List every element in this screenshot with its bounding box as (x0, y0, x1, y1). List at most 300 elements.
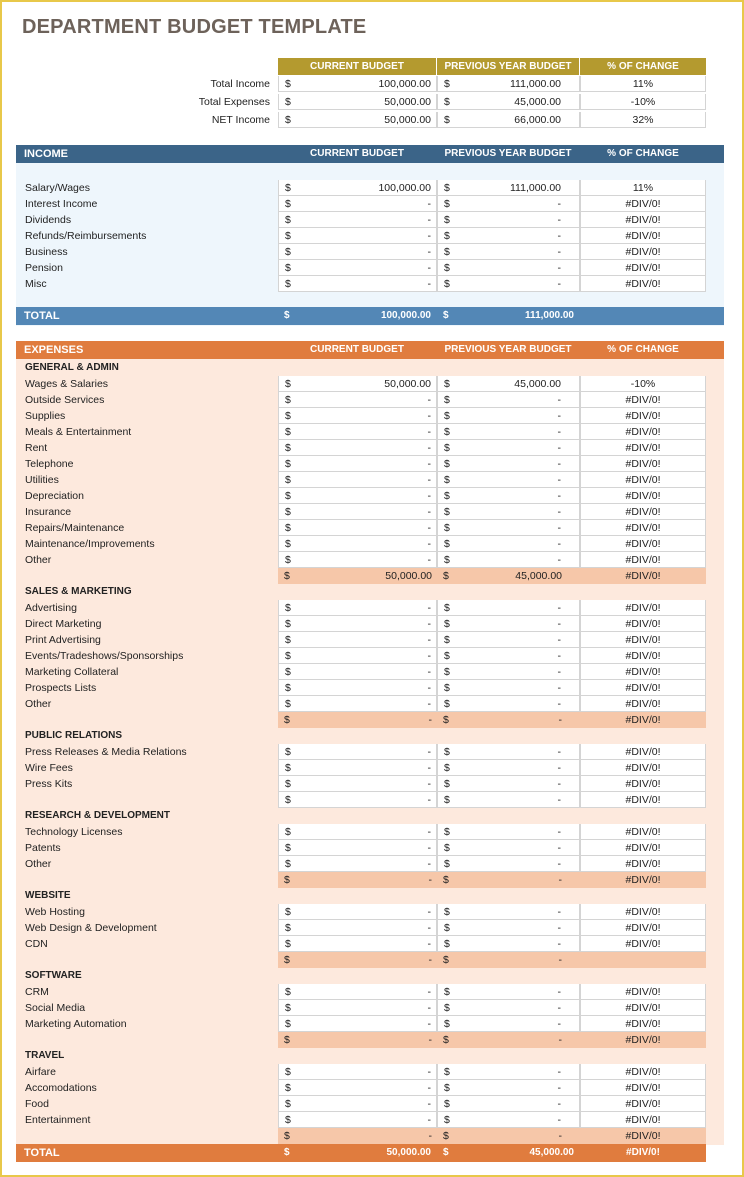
cell-value: #DIV/0! (625, 874, 661, 886)
cell-value: - (427, 522, 431, 534)
previous-budget-cell[interactable] (437, 712, 580, 728)
expense-row (0, 856, 744, 872)
cell-value: - (427, 1018, 431, 1030)
previous-budget-cell[interactable] (437, 696, 580, 712)
currency-symbol: $ (444, 538, 450, 550)
previous-budget-cell[interactable] (437, 664, 580, 680)
cell-value: - (427, 826, 431, 838)
current-budget-cell[interactable] (278, 228, 437, 244)
cell-value: #DIV/0! (625, 458, 661, 470)
currency-symbol: $ (444, 1018, 450, 1030)
currency-symbol: $ (285, 986, 291, 998)
cell-value: - (557, 278, 561, 290)
current-budget-cell[interactable] (278, 920, 437, 936)
cell-value: #DIV/0! (625, 278, 661, 290)
cell-value: - (557, 1114, 561, 1126)
percent-change-cell[interactable] (580, 776, 706, 792)
cell-value: - (557, 1098, 561, 1110)
current-budget-cell[interactable] (278, 456, 437, 472)
current-budget-cell[interactable] (278, 568, 437, 584)
summary-row (0, 112, 744, 128)
current-budget-cell[interactable] (278, 488, 437, 504)
row-label: Maintenance/Improvements (25, 538, 155, 550)
percent-change-cell[interactable] (580, 664, 706, 680)
percent-change-cell[interactable] (580, 228, 706, 244)
percent-change-cell[interactable] (580, 680, 706, 696)
currency-symbol: $ (285, 922, 291, 934)
previous-budget-cell[interactable] (437, 744, 580, 760)
row-label: Accomodations (25, 1082, 97, 1094)
cell-value: - (427, 602, 431, 614)
current-budget-cell[interactable] (278, 112, 437, 128)
currency-symbol: $ (285, 394, 291, 406)
cell-value: -10% (630, 96, 656, 108)
percent-change-cell[interactable] (580, 920, 706, 936)
current-budget-cell[interactable] (278, 424, 437, 440)
previous-budget-cell[interactable] (437, 212, 580, 228)
currency-symbol: $ (444, 906, 450, 918)
percent-change-cell[interactable] (580, 648, 706, 664)
percent-change-cell[interactable] (580, 424, 706, 440)
current-budget-cell[interactable] (278, 1128, 437, 1144)
row-label: Events/Tradeshows/Sponsorships (25, 650, 184, 662)
row-label: Direct Marketing (25, 618, 102, 630)
percent-change-cell[interactable] (580, 1112, 706, 1128)
cell-value: - (557, 682, 561, 694)
current-budget-cell[interactable] (278, 632, 437, 648)
previous-budget-cell[interactable] (437, 196, 580, 212)
percent-change-cell[interactable] (580, 1064, 706, 1080)
currency-symbol: $ (285, 96, 291, 108)
percent-change-cell[interactable] (580, 440, 706, 456)
previous-budget-cell[interactable] (437, 904, 580, 920)
cell-value: #DIV/0! (625, 698, 661, 710)
expense-row (0, 632, 744, 648)
previous-budget-cell[interactable] (437, 568, 580, 584)
expense-row (0, 1000, 744, 1016)
cell-value: - (427, 666, 431, 678)
expenses-total-change: #DIV/0! (626, 1147, 660, 1158)
previous-budget-cell[interactable] (437, 260, 580, 276)
current-budget-cell[interactable] (278, 936, 437, 952)
cell-value: - (427, 922, 431, 934)
percent-change-cell[interactable] (580, 552, 706, 568)
percent-change-cell[interactable] (580, 196, 706, 212)
expense-subtotal-row (0, 872, 744, 888)
current-budget-cell[interactable] (278, 180, 437, 196)
previous-budget-cell[interactable] (437, 840, 580, 856)
previous-budget-cell[interactable] (437, 616, 580, 632)
percent-change-cell[interactable] (580, 456, 706, 472)
previous-budget-cell[interactable] (437, 1000, 580, 1016)
previous-budget-cell[interactable] (437, 1112, 580, 1128)
cell-value: - (558, 714, 562, 726)
current-budget-cell[interactable] (278, 824, 437, 840)
current-budget-cell[interactable] (278, 76, 437, 92)
percent-change-cell[interactable] (580, 392, 706, 408)
previous-budget-cell[interactable] (437, 856, 580, 872)
current-budget-cell[interactable] (278, 408, 437, 424)
current-budget-cell[interactable] (278, 952, 437, 968)
percent-change-cell[interactable] (580, 952, 706, 968)
currency-symbol: $ (285, 906, 291, 918)
previous-budget-cell[interactable] (437, 1064, 580, 1080)
cell-value: - (557, 650, 561, 662)
expense-row (0, 824, 744, 840)
previous-budget-cell[interactable] (437, 228, 580, 244)
percent-change-cell[interactable] (580, 260, 706, 276)
cell-value: #DIV/0! (625, 1082, 661, 1094)
previous-budget-cell[interactable] (437, 824, 580, 840)
percent-change-cell[interactable] (580, 840, 706, 856)
currency-symbol: $ (444, 618, 450, 630)
currency-symbol: $ (443, 714, 449, 726)
income-total-current: 100,000.00 (380, 310, 431, 321)
cell-value: - (427, 746, 431, 758)
cell-value: #DIV/0! (625, 506, 661, 518)
current-budget-cell[interactable] (278, 856, 437, 872)
cell-value: #DIV/0! (625, 230, 661, 242)
row-label: Press Releases & Media Relations (25, 746, 187, 758)
cell-value: #DIV/0! (625, 410, 661, 422)
currency-symbol: $ (285, 746, 291, 758)
previous-budget-cell[interactable] (437, 648, 580, 664)
expenses-section-title: EXPENSES (24, 344, 84, 356)
current-budget-cell[interactable] (278, 1016, 437, 1032)
percent-change-cell[interactable] (580, 792, 706, 808)
percent-change-cell[interactable] (580, 180, 706, 196)
cell-value: #DIV/0! (625, 906, 661, 918)
currency-symbol: $ (444, 522, 450, 534)
expenses-header-change: % OF CHANGE (607, 344, 679, 355)
expense-row (0, 600, 744, 616)
percent-change-cell[interactable] (580, 856, 706, 872)
previous-budget-cell[interactable] (437, 552, 580, 568)
previous-budget-cell[interactable] (437, 1016, 580, 1032)
current-budget-cell[interactable] (278, 520, 437, 536)
current-budget-cell[interactable] (278, 1064, 437, 1080)
current-budget-cell[interactable] (278, 760, 437, 776)
row-label: Marketing Collateral (25, 666, 119, 678)
percent-change-cell[interactable] (580, 1032, 706, 1048)
current-budget-cell[interactable] (278, 1000, 437, 1016)
cell-value: #DIV/0! (625, 650, 661, 662)
previous-budget-cell[interactable] (437, 244, 580, 260)
cell-value: - (427, 1082, 431, 1094)
expense-row (0, 648, 744, 664)
percent-change-cell[interactable] (580, 536, 706, 552)
currency-symbol: $ (285, 474, 291, 486)
percent-change-cell[interactable] (580, 696, 706, 712)
cell-value: 66,000.00 (514, 114, 561, 126)
row-label: Telephone (25, 458, 74, 470)
cell-value: - (427, 634, 431, 646)
currency-symbol: $ (285, 1066, 291, 1078)
previous-budget-cell[interactable] (437, 76, 580, 92)
previous-budget-cell[interactable] (437, 504, 580, 520)
current-budget-cell[interactable] (278, 260, 437, 276)
current-budget-cell[interactable] (278, 472, 437, 488)
previous-budget-cell[interactable] (437, 984, 580, 1000)
row-label: Wages & Salaries (25, 378, 109, 390)
currency-symbol: $ (444, 78, 450, 90)
currency-symbol: $ (285, 778, 291, 790)
expense-row (0, 936, 744, 952)
previous-budget-cell[interactable] (437, 520, 580, 536)
previous-budget-cell[interactable] (437, 776, 580, 792)
cell-value: - (427, 986, 431, 998)
percent-change-cell[interactable] (580, 872, 706, 888)
previous-budget-cell[interactable] (437, 920, 580, 936)
percent-change-cell[interactable] (580, 1128, 706, 1144)
percent-change-cell[interactable] (580, 112, 706, 128)
percent-change-cell[interactable] (580, 244, 706, 260)
row-label: Pension (25, 262, 63, 274)
expense-subtotal-row (0, 1128, 744, 1144)
cell-value: #DIV/0! (625, 842, 661, 854)
percent-change-cell[interactable] (580, 1000, 706, 1016)
cell-value: 45,000.00 (515, 570, 562, 582)
currency-symbol: $ (285, 538, 291, 550)
cell-value: #DIV/0! (625, 602, 661, 614)
cell-value: - (428, 1034, 432, 1046)
currency-symbol: $ (285, 262, 291, 274)
previous-budget-cell[interactable] (437, 872, 580, 888)
current-budget-cell[interactable] (278, 1112, 437, 1128)
currency-symbol: $ (444, 858, 450, 870)
expense-section-title: TRAVEL (25, 1050, 65, 1061)
currency-symbol: $ (285, 458, 291, 470)
percent-change-cell[interactable] (580, 616, 706, 632)
currency-symbol: $ (285, 794, 291, 806)
row-label: Outside Services (25, 394, 105, 406)
currency-symbol: $ (285, 1018, 291, 1030)
current-budget-cell[interactable] (278, 212, 437, 228)
cell-value: #DIV/0! (625, 714, 661, 726)
previous-budget-cell[interactable] (437, 424, 580, 440)
previous-budget-cell[interactable] (437, 536, 580, 552)
cell-value: - (427, 618, 431, 630)
percent-change-cell[interactable] (580, 712, 706, 728)
previous-budget-cell[interactable] (437, 1096, 580, 1112)
previous-budget-cell[interactable] (437, 952, 580, 968)
row-label: Business (25, 246, 68, 258)
previous-budget-cell[interactable] (437, 1128, 580, 1144)
expense-row (0, 552, 744, 568)
previous-budget-cell[interactable] (437, 94, 580, 110)
percent-change-cell[interactable] (580, 744, 706, 760)
cell-value: - (557, 262, 561, 274)
previous-budget-cell[interactable] (437, 792, 580, 808)
cell-value: - (427, 262, 431, 274)
income-total-current-dollar: $ (284, 310, 290, 321)
current-budget-cell[interactable] (278, 616, 437, 632)
expense-row (0, 520, 744, 536)
cell-value: #DIV/0! (625, 522, 661, 534)
current-budget-cell[interactable] (278, 376, 437, 392)
previous-budget-cell[interactable] (437, 180, 580, 196)
previous-budget-cell[interactable] (437, 440, 580, 456)
currency-symbol: $ (285, 602, 291, 614)
percent-change-cell[interactable] (580, 984, 706, 1000)
cell-value: - (557, 986, 561, 998)
cell-value: - (557, 1018, 561, 1030)
income-section-title: INCOME (24, 148, 68, 160)
current-budget-cell[interactable] (278, 984, 437, 1000)
percent-change-cell[interactable] (580, 76, 706, 92)
previous-budget-cell[interactable] (437, 1032, 580, 1048)
page-title: DEPARTMENT BUDGET TEMPLATE (22, 16, 367, 38)
current-budget-cell[interactable] (278, 840, 437, 856)
cell-value: - (557, 458, 561, 470)
current-budget-cell[interactable] (278, 904, 437, 920)
currency-symbol: $ (444, 214, 450, 226)
current-budget-cell[interactable] (278, 792, 437, 808)
cell-value: #DIV/0! (625, 1034, 661, 1046)
cell-value: - (427, 906, 431, 918)
percent-change-cell[interactable] (580, 408, 706, 424)
currency-symbol: $ (444, 114, 450, 126)
percent-change-cell[interactable] (580, 1016, 706, 1032)
percent-change-cell[interactable] (580, 1096, 706, 1112)
percent-change-cell[interactable] (580, 212, 706, 228)
row-label: Repairs/Maintenance (25, 522, 125, 534)
expense-row (0, 376, 744, 392)
cell-value: #DIV/0! (625, 794, 661, 806)
current-budget-cell[interactable] (278, 696, 437, 712)
current-budget-cell[interactable] (278, 1080, 437, 1096)
previous-budget-cell[interactable] (437, 408, 580, 424)
row-label: Web Hosting (25, 906, 85, 918)
percent-change-cell[interactable] (580, 488, 706, 504)
current-budget-cell[interactable] (278, 504, 437, 520)
currency-symbol: $ (285, 198, 291, 210)
row-label: CDN (25, 938, 48, 950)
percent-change-cell[interactable] (580, 760, 706, 776)
current-budget-cell[interactable] (278, 244, 437, 260)
row-label: Web Design & Development (25, 922, 157, 934)
current-budget-cell[interactable] (278, 872, 437, 888)
currency-symbol: $ (284, 954, 290, 966)
current-budget-cell[interactable] (278, 196, 437, 212)
expense-subtotal-row (0, 952, 744, 968)
previous-budget-cell[interactable] (437, 456, 580, 472)
current-budget-cell[interactable] (278, 664, 437, 680)
income-row (0, 228, 744, 244)
current-budget-cell[interactable] (278, 1032, 437, 1048)
expense-section-title: WEBSITE (25, 890, 71, 901)
previous-budget-cell[interactable] (437, 600, 580, 616)
currency-symbol: $ (285, 650, 291, 662)
currency-symbol: $ (285, 78, 291, 90)
cell-value: - (557, 778, 561, 790)
cell-value: #DIV/0! (625, 570, 661, 582)
expense-row (0, 984, 744, 1000)
expenses-header-previous: PREVIOUS YEAR BUDGET (444, 344, 572, 355)
currency-symbol: $ (444, 1066, 450, 1078)
previous-budget-cell[interactable] (437, 488, 580, 504)
previous-budget-cell[interactable] (437, 112, 580, 128)
cell-value: - (427, 938, 431, 950)
currency-symbol: $ (444, 762, 450, 774)
income-total-previous: 111,000.00 (525, 310, 574, 321)
currency-symbol: $ (284, 1034, 290, 1046)
current-budget-cell[interactable] (278, 776, 437, 792)
previous-budget-cell[interactable] (437, 276, 580, 292)
current-budget-cell[interactable] (278, 276, 437, 292)
previous-budget-cell[interactable] (437, 472, 580, 488)
current-budget-cell[interactable] (278, 680, 437, 696)
current-budget-cell[interactable] (278, 600, 437, 616)
currency-symbol: $ (444, 986, 450, 998)
cell-value: - (427, 442, 431, 454)
previous-budget-cell[interactable] (437, 392, 580, 408)
expenses-total-current: 50,000.00 (386, 1147, 431, 1158)
cell-value: 11% (632, 78, 654, 90)
percent-change-cell[interactable] (580, 632, 706, 648)
previous-budget-cell[interactable] (437, 1080, 580, 1096)
cell-value: #DIV/0! (625, 778, 661, 790)
percent-change-cell[interactable] (580, 824, 706, 840)
percent-change-cell[interactable] (580, 904, 706, 920)
percent-change-cell[interactable] (580, 568, 706, 584)
previous-budget-cell[interactable] (437, 760, 580, 776)
currency-symbol: $ (285, 842, 291, 854)
previous-budget-cell[interactable] (437, 376, 580, 392)
percent-change-cell[interactable] (580, 376, 706, 392)
percent-change-cell[interactable] (580, 276, 706, 292)
current-budget-cell[interactable] (278, 712, 437, 728)
cell-value: - (428, 954, 432, 966)
current-budget-cell[interactable] (278, 536, 437, 552)
cell-value: 11% (632, 182, 654, 194)
row-label: Supplies (25, 410, 66, 422)
previous-budget-cell[interactable] (437, 680, 580, 696)
currency-symbol: $ (285, 278, 291, 290)
cell-value: - (557, 522, 561, 534)
expense-row (0, 1112, 744, 1128)
percent-change-cell[interactable] (580, 520, 706, 536)
percent-change-cell[interactable] (580, 1080, 706, 1096)
cell-value: - (557, 394, 561, 406)
expense-section-title: SOFTWARE (25, 970, 82, 981)
percent-change-cell[interactable] (580, 504, 706, 520)
percent-change-cell[interactable] (580, 94, 706, 110)
currency-symbol: $ (284, 1130, 290, 1142)
percent-change-cell[interactable] (580, 936, 706, 952)
currency-symbol: $ (285, 762, 291, 774)
income-header-current: CURRENT BUDGET (310, 148, 404, 159)
currency-symbol: $ (285, 826, 291, 838)
previous-budget-cell[interactable] (437, 936, 580, 952)
current-budget-cell[interactable] (278, 552, 437, 568)
cell-value: - (558, 1034, 562, 1046)
previous-budget-cell[interactable] (437, 632, 580, 648)
cell-value: - (428, 1130, 432, 1142)
currency-symbol: $ (444, 1002, 450, 1014)
current-budget-cell[interactable] (278, 744, 437, 760)
current-budget-cell[interactable] (278, 440, 437, 456)
percent-change-cell[interactable] (580, 600, 706, 616)
cell-value: #DIV/0! (625, 426, 661, 438)
current-budget-cell[interactable] (278, 392, 437, 408)
current-budget-cell[interactable] (278, 648, 437, 664)
current-budget-cell[interactable] (278, 1096, 437, 1112)
percent-change-cell[interactable] (580, 472, 706, 488)
cell-value: - (557, 842, 561, 854)
currency-symbol: $ (444, 278, 450, 290)
current-budget-cell[interactable] (278, 94, 437, 110)
